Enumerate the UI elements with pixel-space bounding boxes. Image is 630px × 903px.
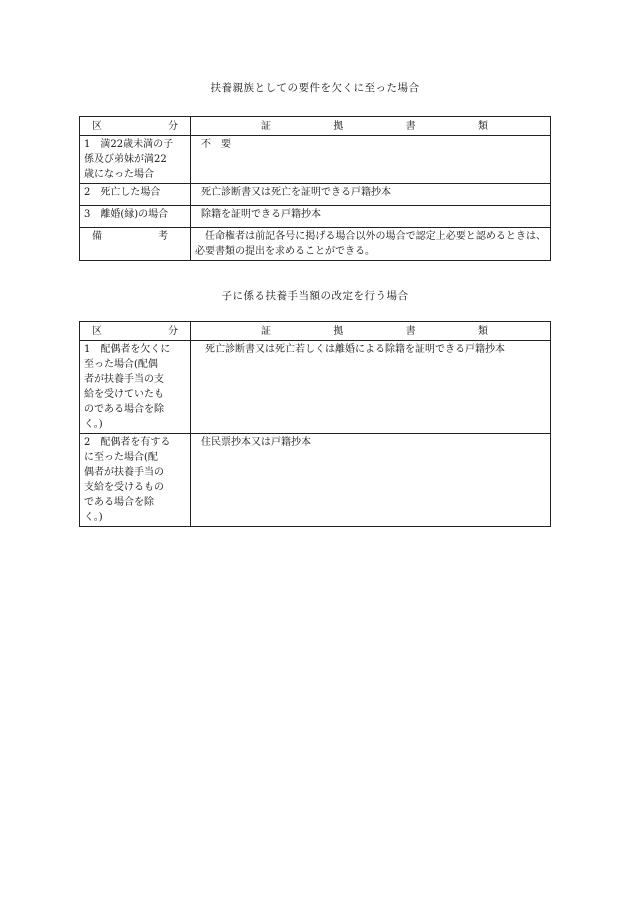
table-row: [80, 206, 551, 228]
evidence-cell: 除籍を証明できる戸籍抄本: [191, 206, 551, 228]
header-category-char: 区: [92, 120, 102, 132]
header-evidence-char: 書: [405, 325, 416, 337]
header-evidence-char: 証: [261, 325, 271, 337]
category-cell: 3 離婚(縁)の場合: [80, 206, 191, 228]
section2-title: 子に係る扶養手当額の改定を行う場合: [221, 290, 409, 302]
table-header-row: [80, 117, 551, 136]
header-category-char: 区: [92, 325, 102, 337]
header-evidence-char: 類: [477, 120, 488, 132]
evidence-cell: 死亡診断書又は死亡を証明できる戸籍抄本: [191, 184, 551, 206]
section2-table: [79, 321, 551, 527]
table-row: [80, 184, 551, 206]
remarks-label-char: 考: [158, 231, 168, 242]
header-category: [80, 117, 191, 136]
header-evidence-char: 類: [477, 325, 488, 337]
table-header-row: [80, 322, 551, 341]
category-cell: 2 死亡した場合: [80, 184, 191, 206]
header-evidence-char: 書: [405, 120, 416, 132]
header-category-char: 分: [168, 325, 178, 337]
header-evidence-char: 拠: [333, 120, 344, 132]
remarks-label-char: 備: [92, 231, 102, 242]
evidence-cell: 住民票抄本又は戸籍抄本: [191, 434, 551, 527]
table-row: [80, 136, 551, 184]
header-evidence-char: 証: [261, 120, 271, 132]
header-category-char: 分: [168, 120, 178, 132]
table-row: [80, 341, 551, 434]
category-cell: 1 配偶者を欠くに 至った場合(配偶 者が扶養手当の支 給を受けていたも のである場合を除 く。): [80, 341, 191, 434]
header-category: [80, 322, 191, 341]
section1-title: 扶養親族としての要件を欠くに至った場合: [210, 82, 420, 94]
remarks-label-cell: [80, 228, 191, 261]
header-evidence: [191, 322, 551, 341]
remarks-row: [80, 228, 551, 261]
remarks-text-cell: 任命権者は前記各号に掲げる場合以外の場合で認定上必要と認めるときは、必要書類の提出を求めることができる。: [191, 228, 551, 261]
evidence-cell: 不 要: [191, 136, 551, 184]
category-cell: 2 配偶者を有する に至った場合(配 偶者が扶養手当の 支給を受けるもの である場合を除 く。): [80, 434, 191, 527]
evidence-cell: 死亡診断書又は死亡若しくは離婚による除籍を証明できる戸籍抄本: [191, 341, 551, 434]
section1-table: [79, 116, 551, 261]
category-cell: 1 満22歳未満の子 係及び弟妹が満22 歳になった場合: [80, 136, 191, 184]
table-row: [80, 434, 551, 527]
header-evidence: [191, 117, 551, 136]
header-evidence-char: 拠: [333, 325, 344, 337]
